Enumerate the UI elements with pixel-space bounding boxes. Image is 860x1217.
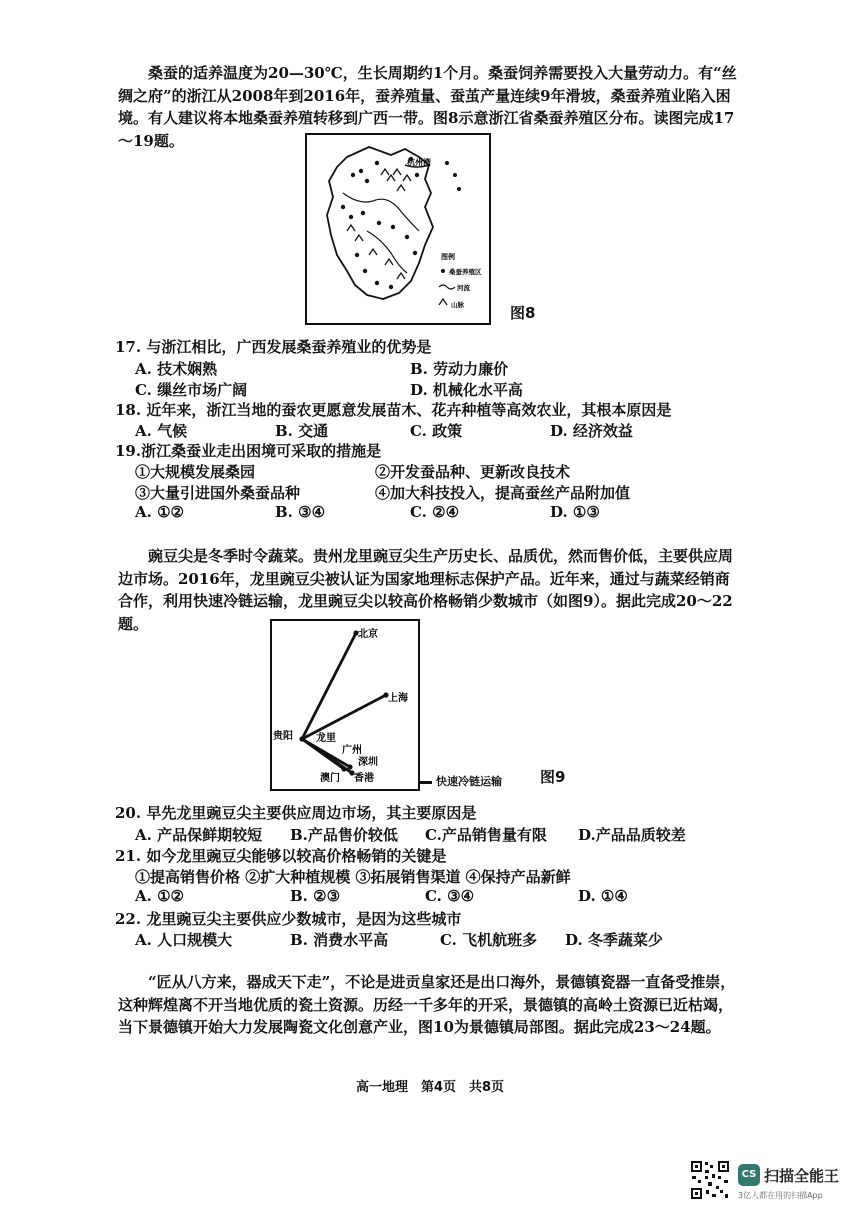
- q21-option-d: D. ①④: [578, 887, 628, 905]
- legend-mountain-icon: [439, 299, 447, 305]
- q22-stem: 22. 龙里豌豆尖主要供应少数城市，是因为这些城市: [115, 910, 462, 928]
- city-guiyang: 贵阳: [273, 731, 293, 742]
- q18-option-a: A. 气候: [135, 422, 188, 440]
- q22-option-d: D. 冬季蔬菜少: [565, 931, 663, 949]
- fig8-legend-mountain: 山脉: [451, 301, 464, 309]
- fig8-legend-silkworm: 桑蚕养殖区: [449, 268, 482, 276]
- q19-option-a: A. ①②: [135, 503, 184, 521]
- city-beijing: 北京: [358, 629, 378, 640]
- q22-option-a: A. 人口规模大: [135, 931, 233, 949]
- q19-option-b: B. ③④: [275, 503, 326, 521]
- q17-option-c: C. 缫丝市场广阔: [135, 381, 248, 399]
- q17-stem: 17. 与浙江相比，广西发展桑蚕养殖业的优势是: [115, 338, 432, 356]
- q19-item-2: ②开发蚕品种、更新改良技术: [375, 463, 571, 481]
- figure-9-label: 图9: [540, 768, 566, 786]
- q19-item-4: ④加大科技投入，提高蚕丝产品附加值: [375, 484, 631, 502]
- q20-option-d: D.产品品质较差: [578, 826, 686, 844]
- city-macau: 澳门: [320, 773, 340, 784]
- q22-option-c: C. 飞机航班多: [440, 931, 538, 949]
- city-shanghai: 上海: [388, 693, 408, 704]
- q21-option-c: C. ③④: [425, 887, 475, 905]
- q19-stem: 19.浙江桑蚕业走出困境可采取的措施是: [115, 442, 382, 460]
- city-shenzhen: 深圳: [358, 757, 378, 768]
- camscanner-watermark: [690, 1160, 850, 1204]
- q20-stem: 20. 早先龙里豌豆尖主要供应周边市场，其主要原因是: [115, 804, 477, 822]
- q17-option-b: B. 劳动力廉价: [410, 360, 509, 378]
- q20-option-c: C.产品销售量有限: [425, 826, 547, 844]
- qr-code-icon: [690, 1160, 730, 1200]
- q20-option-b: B.产品售价较低: [290, 826, 398, 844]
- q17-option-a: A. 技术娴熟: [135, 360, 218, 378]
- intro-passage-jingdezhen: “匠从八方来，器成天下走”，不论是进贡皇家还是出口海外，景德镇瓷器一直备受推崇，这种辉煌离不开当地优质的瓷土资源。历经一千多年的开采，景德镇的高岭土资源已近枯竭，当下景德镇开始大力发展陶瓷文化创意产业，图10为景德镇局部图。据此完成23～24题。: [118, 973, 736, 1036]
- q18-option-d: D. 经济效益: [550, 422, 633, 440]
- q18-stem: 18. 近年来，浙江当地的蚕农更愿意发展苗木、花卉种植等高效农业，其根本原因是: [115, 401, 672, 419]
- q21-stem: 21. 如今龙里豌豆尖能够以较高价格畅销的关键是: [115, 847, 447, 865]
- page-footer: 高一地理 第4页 共8页: [355, 1080, 505, 1095]
- camscanner-logo-icon: CS: [738, 1164, 760, 1186]
- city-hongkong: 香港: [354, 773, 374, 784]
- fig8-legend-river: 河流: [457, 284, 470, 292]
- q22-option-b: B. 消费水平高: [290, 931, 389, 949]
- q21-option-a: A. ①②: [135, 887, 184, 905]
- q19-item-3: ③大量引进国外桑蚕品种: [135, 484, 301, 502]
- q20-option-a: A. 产品保鲜期较短: [135, 826, 263, 844]
- legend-silkworm-icon: [441, 269, 445, 273]
- city-label-hangzhou-bay: 杭州湾: [407, 158, 431, 167]
- figure-8-label: 图8: [510, 304, 536, 322]
- q19-item-1: ①大规模发展桑园: [135, 463, 256, 481]
- legend-line-icon: [420, 781, 432, 784]
- q21-items: ①提高销售价格 ②扩大种植规模 ③拓展销售渠道 ④保持产品新鲜: [135, 868, 571, 886]
- fig9-legend-label: 快速冷链运输: [436, 775, 502, 788]
- q17-option-d: D. 机械化水平高: [410, 381, 523, 399]
- q19-option-c: C. ②④: [410, 503, 460, 521]
- q19-option-d: D. ①③: [550, 503, 600, 521]
- coldchain-map-svg: [272, 621, 418, 789]
- figure-9-coldchain-map: [270, 619, 420, 791]
- city-longli: 龙里: [316, 733, 336, 744]
- legend-river-icon: [439, 285, 455, 289]
- fig8-legend-title: 图例: [441, 253, 455, 261]
- zhejiang-map-svg: [307, 135, 489, 323]
- city-guangzhou: 广州: [342, 745, 362, 756]
- figure-8-zhejiang-map: [305, 133, 491, 325]
- camscanner-app-name: 扫描全能王: [764, 1167, 840, 1185]
- fig9-legend: [420, 773, 502, 789]
- camscanner-tagline: 3亿人都在用的扫描App: [738, 1191, 823, 1200]
- q18-option-c: C. 政策: [410, 422, 463, 440]
- q21-option-b: B. ②③: [290, 887, 341, 905]
- q18-option-b: B. 交通: [275, 422, 329, 440]
- intro-passage-silkworm: 桑蚕的适养温度为20—30℃，生长周期约1个月。桑蚕饲养需要投入大量劳动力。有“丝绸之府”的浙江从2008年到2016年，蚕养殖量、蚕茧产量连续9年滑坡，桑蚕养殖业陷入困境。有人建议将本地桑蚕养殖转移到广西一带。图8示意浙江省桑蚕养殖区分布。读图完成17～19题。: [118, 64, 737, 150]
- intro-passage-peapod: 豌豆尖是冬季时令蔬菜。贵州龙里豌豆尖生产历史长、品质优，然而售价低，主要供应周边市场。2016年，龙里豌豆尖被认证为国家地理标志保护产品。近年来，通过与蔬菜经销商合作，利用快速冷链运输，龙里豌豆尖以较高价格畅销少数城市（如图9）。据此完成20～22题。: [118, 547, 734, 633]
